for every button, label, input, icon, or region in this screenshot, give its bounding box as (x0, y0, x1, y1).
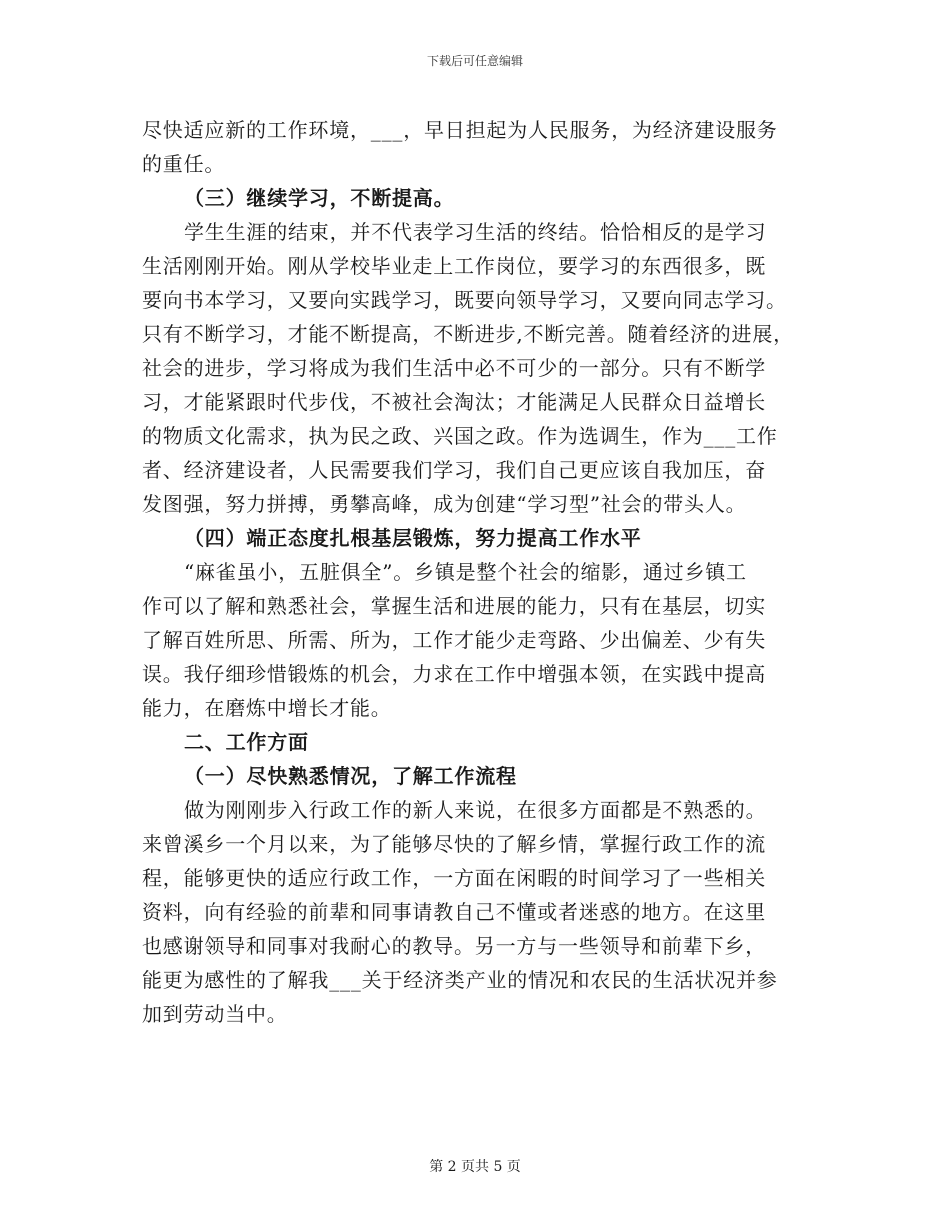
body-line: 社会的进步，学习将成为我们生活中必不可少的一部分。只有不断学 (142, 356, 766, 380)
body-line: 加到劳动当中。 (142, 1002, 288, 1026)
body-line: 程，能够更快的适应行政工作，一方面在闲暇的时间学习了一些相关 (142, 866, 766, 890)
body-line: 能更为感性的了解我___关于经济类产业的情况和农民的生活状况并参 (142, 968, 778, 992)
body-line: 能力，在磨炼中增长才能。 (142, 696, 392, 720)
section-heading: （四）端正态度扎根基层锻炼，努力提高工作水平 (184, 526, 642, 550)
body-line: 的重任。 (142, 152, 226, 176)
body-line: 者、经济建设者，人民需要我们学习，我们自己更应该自我加压，奋 (142, 458, 766, 482)
body-line: “麻雀虽小，五脏俱全”。乡镇是整个社会的缩影，通过乡镇工 (184, 560, 747, 584)
body-line: 习，才能紧跟时代步伐，不被社会淘汰；才能满足人民群众日益增长 (142, 390, 766, 414)
section-heading: （三）继续学习，不断提高。 (184, 186, 455, 210)
body-line: 也感谢领导和同事对我耐心的教导。另一方与一些领导和前辈下乡， (142, 934, 766, 958)
body-line: 学生生涯的结束，并不代表学习生活的终结。恰恰相反的是学习 (184, 220, 767, 244)
section-heading: （一）尽快熟悉情况，了解工作流程 (184, 764, 517, 788)
body-line: 尽快适应新的工作环境，___，早日担起为人民服务，为经济建设服务 (142, 118, 778, 142)
body-line: 只有不断学习，才能不断提高，不断进步,不断完善。随着经济的进展， (142, 322, 794, 346)
page-header: 下载后可任意编辑 (426, 54, 523, 68)
body-line: 来曾溪乡一个月以来，为了能够尽快的了解乡情，掌握行政工作的流 (142, 832, 766, 856)
document-body (142, 113, 810, 1031)
body-line: 了解百姓所思、所需、所为，工作才能少走弯路、少出偏差、少有失 (142, 628, 766, 652)
section-heading: 二、工作方面 (184, 730, 309, 754)
body-line: 资料，向有经验的前辈和同事请教自己不懂或者迷惑的地方。在这里 (142, 900, 766, 924)
body-line: 误。我仔细珍惜锻炼的机会，力求在工作中增强本领，在实践中提高 (142, 662, 766, 686)
body-line: 做为刚刚步入行政工作的新人来说，在很多方面都是不熟悉的。 (184, 798, 767, 822)
page-footer: 第 2 页共 5 页 (429, 1159, 521, 1175)
body-line: 生活刚刚开始。刚从学校毕业走上工作岗位，要学习的东西很多，既 (142, 254, 766, 278)
body-line: 发图强，努力拼搏，勇攀高峰，成为创建“学习型”社会的带头人。 (142, 492, 747, 516)
body-line: 要向书本学习，又要向实践学习，既要向领导学习，又要向同志学习。 (142, 288, 787, 312)
body-line: 的物质文化需求，执为民之政、兴国之政。作为选调生，作为___工作 (142, 424, 778, 448)
body-line: 作可以了解和熟悉社会，掌握生活和进展的能力，只有在基层，切实 (142, 594, 766, 618)
